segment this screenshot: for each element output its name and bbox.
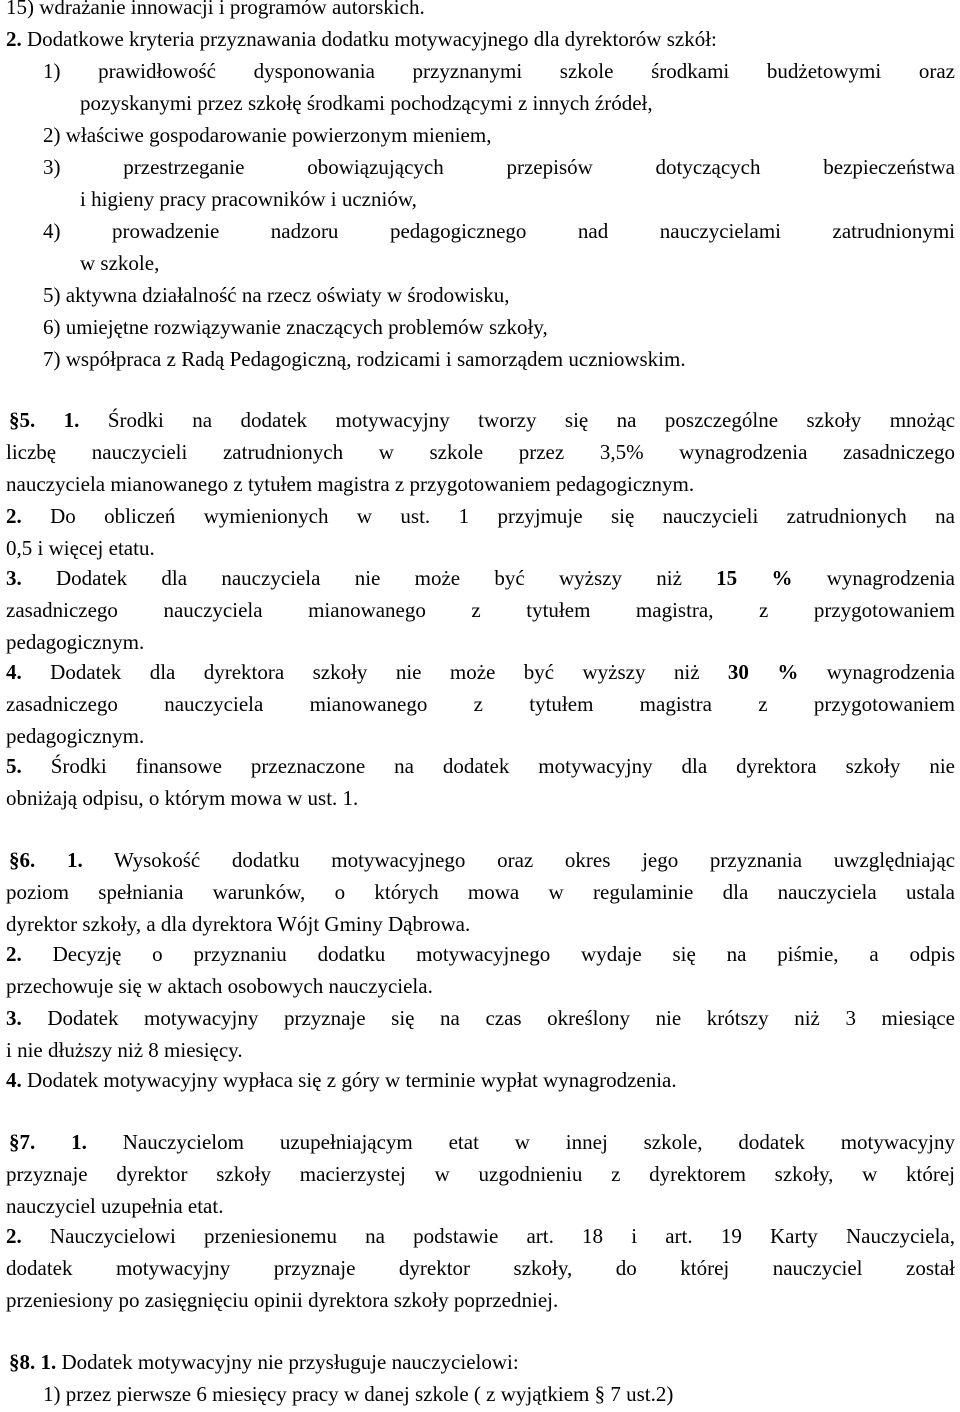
text-line: 15) wdrażanie innowacji i programów autorskich.	[6, 0, 425, 19]
paragraph-number: 5.	[6, 754, 22, 778]
section-8-item-1	[43, 1379, 673, 1410]
criteria-item-2	[43, 120, 491, 151]
text-line: i nie dłuższy niż 8 miesięcy.	[6, 1038, 243, 1062]
section-number: §8. 1.	[9, 1350, 57, 1374]
text-line: Wysokość dodatku motywacyjnego oraz okres jego przyznania uwzględniając	[82, 848, 956, 872]
paragraph-number: 2.	[6, 942, 22, 966]
criteria-item-3-cont	[80, 184, 417, 215]
section-5-line	[6, 595, 955, 626]
percentage-value: 30 %	[727, 660, 799, 684]
percentage-value: 15 %	[716, 566, 793, 590]
criteria-item-4	[43, 216, 955, 247]
section-7-line	[6, 1285, 558, 1316]
section-5-line	[6, 627, 144, 658]
text-line: 6) umiejętne rozwiązywanie znaczących problemów szkoły,	[43, 315, 548, 339]
section-6-line	[6, 909, 470, 940]
section-6-par-4	[6, 1065, 677, 1096]
section-5-line	[6, 437, 955, 468]
text-line: 4) prowadzenie nadzoru pedagogicznego nad nauczycielami zatrudnionymi	[43, 219, 955, 243]
text-line: Dodatek motywacyjny wypłaca się z góry w terminie wypłat wynagrodzenia.	[21, 1068, 677, 1092]
section-6-par-1	[6, 845, 955, 876]
section-8-par-1	[9, 1347, 519, 1378]
text-line: liczbę nauczycieli zatrudnionych w szkole przez 3,5% wynagrodzenia zasadniczego	[6, 440, 955, 464]
section-6-line	[6, 877, 955, 908]
text-line: przeniesiony po zasięgnięciu opinii dyrektora szkoły poprzedniej.	[6, 1288, 559, 1312]
paragraph-2-heading	[6, 24, 717, 55]
section-5-par-4	[6, 657, 955, 688]
text-line: 5) aktywna działalność na rzecz oświaty w środowisku,	[43, 283, 510, 307]
criteria-item-1	[43, 56, 955, 87]
text-line: Środki finansowe przeznaczone na dodatek motywacyjny dla dyrektora szkoły nie	[21, 754, 955, 778]
section-5-par-2	[6, 501, 955, 532]
text-line: nauczyciela mianowanego z tytułem magistra z przygotowaniem pedagogicznym.	[6, 472, 695, 496]
section-5-line	[6, 783, 358, 814]
text-line: zasadniczego nauczyciela mianowanego z tytułem magistra z przygotowaniem	[6, 692, 955, 716]
text-line: pozyskanymi przez szkołę środkami pochodzącymi z innych źródeł,	[80, 91, 653, 115]
paragraph-number: 2.	[6, 27, 22, 51]
criteria-item-5	[43, 280, 510, 311]
section-6-line	[6, 971, 433, 1002]
text-line: zasadniczego nauczyciela mianowanego z tytułem magistra, z przygotowaniem	[6, 598, 955, 622]
text-line: 1) prawidłowość dysponowania przyznanymi szkole środkami budżetowymi oraz	[43, 59, 955, 83]
text-line: wynagrodzenia	[792, 566, 956, 590]
section-7-par-1	[6, 1127, 955, 1158]
text-line: i higieny pracy pracowników i uczniów,	[80, 187, 417, 211]
section-number: §5. 1.	[9, 408, 80, 432]
section-number: §6. 1.	[9, 848, 83, 872]
paragraph-number: 2.	[6, 504, 22, 528]
text-line: przechowuje się w aktach osobowych nauczyciela.	[6, 974, 433, 998]
section-7-line	[6, 1253, 955, 1284]
criteria-item-6	[43, 312, 548, 343]
paragraph-number: 4.	[6, 660, 22, 684]
section-5-par-1	[6, 405, 955, 436]
text-line: Dodatek dla dyrektora szkoły nie może być wyższy niż	[21, 660, 728, 684]
paragraph-number: 2.	[6, 1224, 22, 1248]
text-line: dyrektor szkoły, a dla dyrektora Wójt Gminy Dąbrowa.	[6, 912, 471, 936]
section-5-line	[6, 533, 155, 564]
section-5-par-5	[6, 751, 955, 782]
text-line: 1) przez pierwsze 6 miesięcy pracy w danej szkole ( z wyjątkiem § 7 ust.2)	[43, 1382, 674, 1406]
list-item-15	[6, 0, 425, 23]
text-line: wynagrodzenia	[798, 660, 956, 684]
criteria-item-7	[43, 344, 686, 375]
text-line: 7) współpraca z Radą Pedagogiczną, rodzicami i samorządem uczniowskim.	[43, 347, 686, 371]
criteria-item-4-cont	[80, 248, 159, 279]
text-line: Dodatek dla nauczyciela nie może być wyższy niż	[21, 566, 717, 590]
text-line: obniżają odpisu, o którym mowa w ust. 1.	[6, 786, 359, 810]
text-line: poziom spełniania warunków, o których mowa w regulaminie dla nauczyciela ustala	[6, 880, 955, 904]
text-line: 3) przestrzeganie obowiązujących przepisów dotyczących bezpieczeństwa	[43, 155, 955, 179]
text-line: 2) właściwe gospodarowanie powierzonym mieniem,	[43, 123, 492, 147]
text-line: przyznaje dyrektor szkoły macierzystej w uzgodnieniu z dyrektorem szkoły, w której	[6, 1162, 955, 1186]
paragraph-number: 3.	[6, 1006, 22, 1030]
text-line: pedagogicznym.	[6, 630, 145, 654]
text-line: dodatek motywacyjny przyznaje dyrektor szkoły, do której nauczyciel został	[6, 1256, 955, 1280]
text-line: Nauczycielowi przeniesionemu na podstawie art. 18 i art. 19 Karty Nauczyciela,	[21, 1224, 955, 1248]
text-line: nauczyciel uzupełnia etat.	[6, 1194, 224, 1218]
section-5-par-3	[6, 563, 955, 594]
section-6-par-3	[6, 1003, 955, 1034]
criteria-item-3	[43, 152, 955, 183]
text-line: Do obliczeń wymienionych w ust. 1 przyjmuje się nauczycieli zatrudnionych na	[21, 504, 955, 528]
section-7-line	[6, 1159, 955, 1190]
text-line: Decyzję o przyznaniu dodatku motywacyjnego wydaje się na piśmie, a odpis	[21, 942, 955, 966]
section-6-line	[6, 1035, 243, 1066]
criteria-item-1-cont	[80, 88, 653, 119]
text-line: Dodatek motywacyjny nie przysługuje nauczycielowi:	[56, 1350, 519, 1374]
section-5-line	[6, 721, 144, 752]
text-line: w szkole,	[80, 251, 160, 275]
section-7-par-2	[6, 1221, 955, 1252]
section-7-line	[6, 1191, 223, 1222]
section-5-line	[6, 689, 955, 720]
section-6-par-2	[6, 939, 955, 970]
section-5-line	[6, 469, 694, 500]
paragraph-number: 4.	[6, 1068, 22, 1092]
text-line: Dodatek motywacyjny przyznaje się na czas określony nie krótszy niż 3 miesiące	[21, 1006, 955, 1030]
text-line: pedagogicznym.	[6, 724, 145, 748]
text-line: Dodatkowe kryteria przyznawania dodatku motywacyjnego dla dyrektorów szkół:	[21, 27, 717, 51]
text-line: 0,5 i więcej etatu.	[6, 536, 155, 560]
paragraph-number: 3.	[6, 566, 22, 590]
text-line: Środki na dodatek motywacyjny tworzy się na poszczególne szkoły mnożąc	[79, 408, 956, 432]
section-number: §7. 1.	[9, 1130, 87, 1154]
text-line: Nauczycielom uzupełniającym etat w innej szkole, dodatek motywacyjny	[86, 1130, 956, 1154]
